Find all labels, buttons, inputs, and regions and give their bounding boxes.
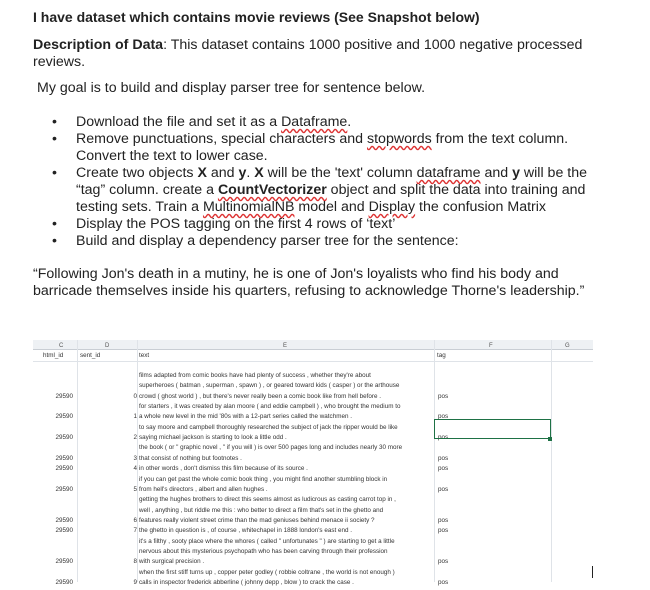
task-item	[33, 131, 593, 165]
task-fragment: model and	[294, 199, 369, 215]
task-fragment: the confusion Matrix	[415, 199, 547, 215]
header-text: text	[139, 352, 150, 359]
cell-sent-id: 8	[133, 558, 137, 566]
cell-text: well , anything , but riddle me this : who better to direct a film that's set in the ghetto and	[139, 506, 384, 514]
cell-html-id: 29590	[55, 579, 73, 586]
cell-sent-id: 7	[133, 527, 137, 535]
task-fragment: X	[197, 165, 207, 181]
column-letter: C	[59, 343, 64, 349]
column-letter: G	[565, 343, 570, 349]
cell-html-id: 29590	[55, 516, 73, 524]
column-letter: F	[489, 343, 493, 349]
task-list	[33, 114, 593, 250]
cell-sent-id: 3	[133, 454, 137, 462]
task-fragment: and	[480, 165, 513, 181]
task-fragment: and	[206, 165, 239, 181]
cell-text: features really violent street crime than the mad geniuses behind menace ii society ?	[139, 516, 375, 524]
cell-html-id: 29590	[55, 465, 73, 473]
task-item	[33, 216, 593, 233]
task-fragment: MultinomialNB	[202, 199, 295, 215]
data-description	[33, 37, 618, 71]
task-fragment: Display the POS tagging on the first 4 rows of ‘text’	[76, 216, 396, 232]
cell-text: it's a filthy , sooty place where the whores ( called " unfortunates " ) are starting to get a little	[139, 537, 395, 545]
cell-text: a whole new level in the mid '80s with a 12-part series called the watchmen .	[139, 413, 352, 421]
grid-line	[434, 340, 435, 582]
header-sent-id: sent_id	[80, 352, 101, 359]
task-fragment: Create two objects	[76, 165, 198, 181]
task-item	[33, 233, 593, 250]
task-fragment: Dataframe	[281, 114, 348, 130]
cell-sent-id: 9	[133, 579, 137, 586]
cell-text: in other words , don't dismiss this film because of its source .	[139, 465, 308, 473]
task-fragment: y	[512, 165, 520, 181]
cell-text: if you can get past the whole comic book thing , you might find another stumbling block in	[139, 475, 388, 483]
grid-line	[551, 340, 552, 582]
grid-line	[137, 340, 138, 582]
task-fragment: .	[246, 165, 255, 181]
task-item	[33, 114, 593, 131]
header-html-id: html_id	[43, 352, 64, 359]
cell-html-id: 29590	[55, 485, 73, 493]
cell-sent-id: 2	[133, 434, 137, 442]
cell-text: saying michael jackson is starting to look a little odd .	[139, 434, 287, 442]
cell-text: that consist of nothing but footnotes .	[139, 454, 242, 462]
header-tag: tag	[437, 352, 446, 359]
cell-text: with surgical precision .	[139, 558, 205, 566]
cell-text: when the first stiff turns up , copper peter godley ( robbie coltrane , the world is not enough )	[139, 568, 395, 576]
cell-tag: pos	[438, 516, 449, 524]
cell-tag: pos	[438, 485, 449, 493]
description-text: : This dataset contains 1000 positive and 1000 negative processed reviews.	[33, 37, 583, 70]
cell-html-id: 29590	[55, 434, 73, 442]
spreadsheet-snapshot	[33, 340, 593, 586]
cell-tag: pos	[438, 558, 449, 566]
cell-tag: pos	[438, 454, 449, 462]
cell-text: crowd ( ghost world ) , but there's never really been a comic book like from hell before .	[139, 392, 381, 400]
text-cursor	[592, 566, 593, 578]
cell-sent-id: 0	[133, 392, 137, 400]
cell-text: to say moore and campbell thoroughly researched the subject of jack the ripper would be like	[139, 423, 398, 431]
cell-html-id: 29590	[55, 392, 73, 400]
document-title: I have dataset which contains movie reviews (See Snapshot below)	[33, 9, 480, 25]
task-fragment: y	[238, 165, 247, 181]
cell-sent-id: 5	[133, 485, 137, 493]
cell-html-id: 29590	[55, 454, 73, 462]
task-item	[33, 165, 593, 216]
cell-tag: pos	[438, 465, 449, 473]
description-label: Description of Data	[33, 37, 164, 53]
cell-text: calls in inspector frederick abberline ( johnny depp , blow ) to crack the case .	[139, 579, 354, 586]
task-fragment: CountVectorizer	[217, 182, 327, 198]
cell-tag: pos	[438, 434, 449, 442]
cell-text: films adapted from comic books have had plenty of success , whether they're about	[139, 372, 371, 379]
cell-text: the ghetto in question is , of course , whitechapel in 1888 london's east end .	[139, 527, 352, 535]
task-fragment: dataframe	[416, 165, 481, 181]
cell-text: superheroes ( batman , superman , spawn ) , or geared toward kids ( casper ) or the arthouse	[139, 382, 400, 390]
task-fragment: from the text column. Convert the text to lower case.	[76, 131, 569, 164]
goal-statement: My goal is to build and display parser tree for sentence below.	[37, 80, 426, 96]
cell-tag: pos	[438, 413, 449, 421]
task-fragment: X	[254, 165, 264, 181]
task-fragment: will be the 'text' column	[263, 165, 417, 181]
column-letter-header	[33, 340, 593, 350]
cell-tag: pos	[438, 579, 449, 586]
cell-html-id: 29590	[55, 527, 73, 535]
cell-html-id: 29590	[55, 413, 73, 421]
header-row	[33, 350, 593, 362]
task-fragment: Remove punctuations, special characters and	[76, 131, 368, 147]
cell-text: nervous about this mysterious psychopath who has been carving through their profession	[139, 547, 388, 555]
cell-sent-id: 6	[133, 516, 137, 524]
cell-text: the book ( or " graphic novel , " if you will ) is over 500 pages long and includes nearly 30 more	[139, 444, 403, 452]
task-fragment: Display	[368, 199, 416, 215]
cell-tag: pos	[438, 527, 449, 535]
task-fragment: .	[347, 114, 352, 130]
column-letter: E	[283, 343, 288, 349]
fill-handle[interactable]	[548, 437, 552, 441]
task-fragment: Build and display a dependency parser tree for the sentence:	[76, 233, 459, 249]
cell-sent-id: 4	[133, 465, 137, 473]
cell-tag: pos	[438, 392, 449, 400]
cell-text: from hell's directors , albert and allen hughes .	[139, 485, 268, 493]
task-fragment: object and split the data into training and testing sets. Train a	[76, 182, 586, 215]
column-letter: D	[105, 343, 110, 349]
grid-line	[77, 340, 78, 582]
cell-html-id: 29590	[55, 558, 73, 566]
cell-text: getting the hughes brothers to direct this seems almost as ludicrous as casting carrot top in ,	[139, 496, 396, 504]
task-fragment: stopwords	[367, 131, 432, 147]
target-sentence: “Following Jon's death in a mutiny, he is one of Jon's loyalists who find his body and barricade themselves inside his quarters, refusing to acknowledge Thorne's leadership.”	[33, 266, 585, 299]
task-fragment: Download the file and set it as a	[76, 114, 282, 130]
selected-cell[interactable]	[434, 419, 551, 439]
task-fragment: will be the “tag” column. create a	[76, 165, 587, 198]
cell-sent-id: 1	[133, 413, 137, 421]
cell-text: for starters , it was created by alan moore ( and eddie campbell ) , who brought the medium to	[139, 403, 401, 411]
